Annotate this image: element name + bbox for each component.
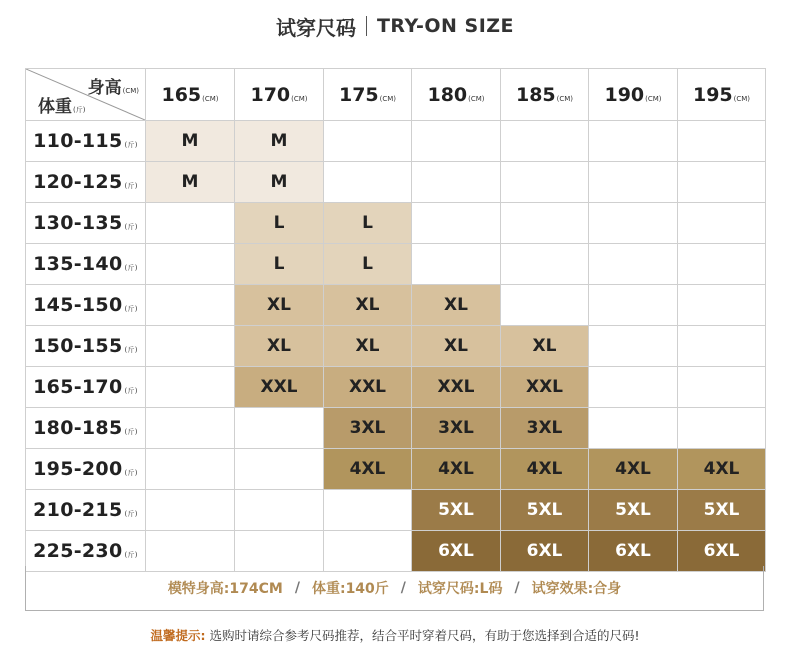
empty-cell bbox=[678, 326, 766, 367]
height-header-185: 185(CM) bbox=[501, 69, 589, 121]
size-cell: 3XL bbox=[324, 408, 412, 449]
size-cell: XL bbox=[412, 285, 501, 326]
size-cell: 6XL bbox=[589, 531, 678, 572]
height-header-165: 165(CM) bbox=[146, 69, 235, 121]
height-axis-label: 身高(CM) bbox=[87, 78, 139, 98]
table-row bbox=[26, 162, 766, 203]
size-cell: L bbox=[235, 244, 324, 285]
chart-title bbox=[0, 11, 790, 41]
empty-cell bbox=[146, 244, 235, 285]
empty-cell bbox=[412, 203, 501, 244]
empty-cell bbox=[678, 162, 766, 203]
weight-header: 165-170 (斤) bbox=[26, 367, 146, 408]
empty-cell bbox=[235, 490, 324, 531]
table-row bbox=[26, 244, 766, 285]
title-cn: 试穿尺码 bbox=[275, 15, 356, 40]
height-header-170: 170(CM) bbox=[235, 69, 324, 121]
size-cell: 4XL bbox=[324, 449, 412, 490]
size-cell: 4XL bbox=[412, 449, 501, 490]
tip-text: 选购时请综合参考尺码推荐，结合平时穿着尺码，有助于您选择到合适的尺码! bbox=[205, 628, 640, 643]
weight-header: 225-230 (斤) bbox=[26, 531, 146, 572]
height-header-180: 180(CM) bbox=[412, 69, 501, 121]
empty-cell bbox=[146, 490, 235, 531]
size-cell: XXL bbox=[501, 367, 589, 408]
size-cell: 4XL bbox=[678, 449, 766, 490]
empty-cell bbox=[235, 408, 324, 449]
empty-cell bbox=[412, 121, 501, 162]
empty-cell bbox=[678, 203, 766, 244]
empty-cell bbox=[324, 121, 412, 162]
empty-cell bbox=[501, 162, 589, 203]
table-row bbox=[26, 326, 766, 367]
size-cell: XL bbox=[235, 285, 324, 326]
empty-cell bbox=[589, 203, 678, 244]
empty-cell bbox=[589, 162, 678, 203]
size-cell: M bbox=[235, 121, 324, 162]
height-header-190: 190(CM) bbox=[589, 69, 678, 121]
separator: / bbox=[400, 580, 406, 596]
weight-axis-label: 体重(斤) bbox=[38, 97, 86, 117]
size-cell: XXL bbox=[235, 367, 324, 408]
size-table bbox=[25, 68, 766, 572]
size-cell: L bbox=[235, 203, 324, 244]
empty-cell bbox=[146, 326, 235, 367]
corner-cell bbox=[26, 69, 146, 121]
size-cell: XXL bbox=[412, 367, 501, 408]
size-cell: XL bbox=[501, 326, 589, 367]
model-info-bar bbox=[25, 566, 764, 611]
size-cell: 3XL bbox=[501, 408, 589, 449]
empty-cell bbox=[501, 285, 589, 326]
size-cell: L bbox=[324, 244, 412, 285]
empty-cell bbox=[678, 121, 766, 162]
size-cell: 3XL bbox=[412, 408, 501, 449]
model-weight: 体重:140斤 bbox=[311, 581, 389, 597]
size-cell: XL bbox=[235, 326, 324, 367]
empty-cell bbox=[589, 244, 678, 285]
weight-header: 210-215 (斤) bbox=[26, 490, 146, 531]
empty-cell bbox=[678, 367, 766, 408]
weight-header: 180-185 (斤) bbox=[26, 408, 146, 449]
tip-note bbox=[0, 626, 790, 644]
empty-cell bbox=[589, 285, 678, 326]
size-cell: XL bbox=[412, 326, 501, 367]
size-cell: 4XL bbox=[589, 449, 678, 490]
empty-cell bbox=[501, 244, 589, 285]
weight-header: 145-150 (斤) bbox=[26, 285, 146, 326]
model-fit-effect: 试穿效果:合身 bbox=[531, 581, 622, 597]
weight-header: 195-200 (斤) bbox=[26, 449, 146, 490]
empty-cell bbox=[324, 490, 412, 531]
weight-header: 135-140 (斤) bbox=[26, 244, 146, 285]
title-en: TRY-ON SIZE bbox=[376, 15, 515, 37]
separator: / bbox=[514, 580, 520, 596]
weight-header: 120-125 (斤) bbox=[26, 162, 146, 203]
table-row bbox=[26, 490, 766, 531]
empty-cell bbox=[412, 244, 501, 285]
table-row bbox=[26, 408, 766, 449]
table-row bbox=[26, 449, 766, 490]
size-cell: L bbox=[324, 203, 412, 244]
empty-cell bbox=[324, 162, 412, 203]
table-row bbox=[26, 367, 766, 408]
size-cell: 6XL bbox=[501, 531, 589, 572]
table-row bbox=[26, 121, 766, 162]
empty-cell bbox=[146, 203, 235, 244]
size-cell: 4XL bbox=[501, 449, 589, 490]
empty-cell bbox=[589, 121, 678, 162]
size-cell: 5XL bbox=[589, 490, 678, 531]
empty-cell bbox=[146, 367, 235, 408]
weight-header: 110-115 (斤) bbox=[26, 121, 146, 162]
empty-cell bbox=[678, 244, 766, 285]
height-header-195: 195(CM) bbox=[678, 69, 766, 121]
size-cell: 6XL bbox=[412, 531, 501, 572]
size-cell: XL bbox=[324, 326, 412, 367]
empty-cell bbox=[678, 408, 766, 449]
size-cell: XXL bbox=[324, 367, 412, 408]
empty-cell bbox=[501, 203, 589, 244]
height-header-175: 175(CM) bbox=[324, 69, 412, 121]
model-height: 模特身高:174CM bbox=[167, 581, 283, 597]
size-cell: 5XL bbox=[501, 490, 589, 531]
empty-cell bbox=[678, 285, 766, 326]
size-cell: 5XL bbox=[412, 490, 501, 531]
table-row bbox=[26, 285, 766, 326]
header-row bbox=[26, 69, 766, 121]
empty-cell bbox=[589, 367, 678, 408]
size-cell: XL bbox=[324, 285, 412, 326]
size-cell: 6XL bbox=[678, 531, 766, 572]
empty-cell bbox=[589, 326, 678, 367]
empty-cell bbox=[146, 285, 235, 326]
separator: / bbox=[294, 580, 300, 596]
tip-label: 温馨提示: bbox=[150, 628, 206, 643]
size-cell: M bbox=[146, 162, 235, 203]
weight-header: 150-155 (斤) bbox=[26, 326, 146, 367]
empty-cell bbox=[146, 408, 235, 449]
empty-cell bbox=[589, 408, 678, 449]
empty-cell bbox=[412, 162, 501, 203]
size-cell: M bbox=[146, 121, 235, 162]
table-row bbox=[26, 203, 766, 244]
title-divider bbox=[366, 16, 367, 36]
size-cell: 5XL bbox=[678, 490, 766, 531]
size-cell: M bbox=[235, 162, 324, 203]
weight-header: 130-135 (斤) bbox=[26, 203, 146, 244]
empty-cell bbox=[146, 449, 235, 490]
model-size: 试穿尺码:L码 bbox=[417, 581, 503, 597]
empty-cell bbox=[235, 449, 324, 490]
empty-cell bbox=[501, 121, 589, 162]
